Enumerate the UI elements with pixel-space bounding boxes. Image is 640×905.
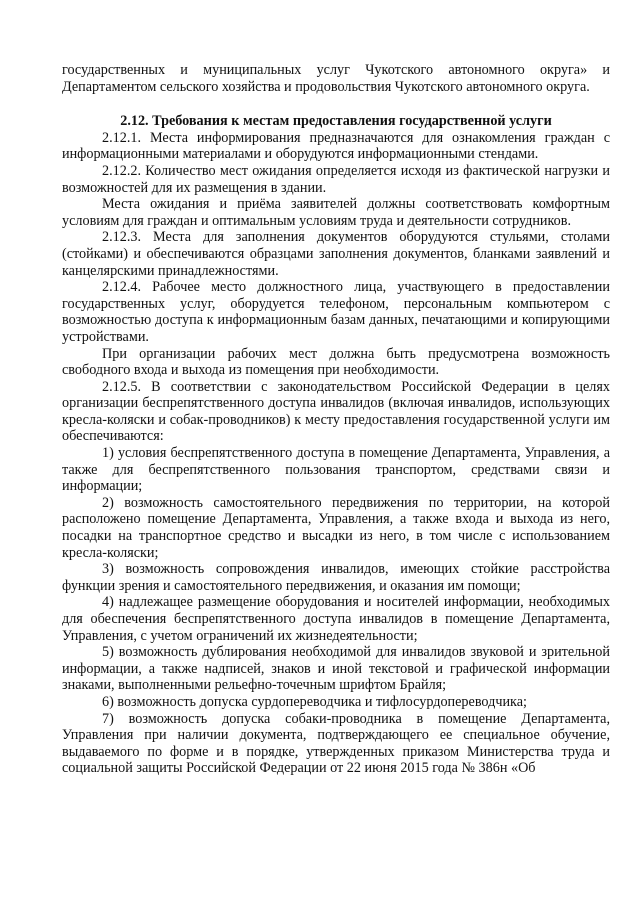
list-item-3: 3) возможность сопровождения инвалидов, имеющих стойкие расстройства функции зрения и самостоятельного передвижения, и оказания им помощи; xyxy=(62,561,610,594)
list-item-2: 2) возможность самостоятельного передвижения по территории, на которой расположено помещение Департамента, Управления, а также входа и выхода из него, посадки на транспортное средство и высадки из него, в том числе с использованием кресла-коляски; xyxy=(62,494,610,561)
paragraph-2-12-1: 2.12.1. Места информирования предназначаются для ознакомления граждан с информационными материалами и оборудуются информационными стендами. xyxy=(62,129,610,163)
list-item-4: 4) надлежащее размещение оборудования и носителей информации, необходимых для обеспечения беспрепятственного доступа инвалидов в помещение Департамента, Управления, с учетом ограничений их жизнедеятельности; xyxy=(62,594,610,644)
continuation-paragraph: государственных и муниципальных услуг Чукотского автономного округа» и Департаментом сельского хозяйства и продовольствия Чукотского автономного округа. xyxy=(62,62,610,95)
list-item-7: 7) возможность допуска собаки-проводника в помещение Департамента, Управления при наличии документа, подтверждающего ее специальное обучение, выдаваемого по форме и в порядке, утвержденных приказом Министерства труда и социальной защиты Российской Федерации от 22 июня 2015 года № 386н «Об xyxy=(62,710,610,777)
paragraph-2-12-4: 2.12.4. Рабочее место должностного лица, участвующего в предоставлении государственных услуг, оборудуется телефоном, персональным компьютером с возможностью доступа к информационным базам данных, печатающими и копирующими устройствами. xyxy=(62,279,610,345)
paragraph-2-12-3: 2.12.3. Места для заполнения документов оборудуются стульями, столами (стойками) и обеспечиваются образцами заполнения документов, бланками заявлений и канцелярскими принадлежностями. xyxy=(62,229,610,279)
list-item-1: 1) условия беспрепятственного доступа в помещение Департамента, Управления, а также для беспрепятственного пользования транспортом, средствами связи и информации; xyxy=(62,445,610,495)
document-page xyxy=(62,62,610,777)
section-heading: 2.12. Требования к местам предоставления государственной услуги xyxy=(120,113,552,130)
paragraph-waiting-places: Места ожидания и приёма заявителей должны соответствовать комфортным условиям для граждан и оптимальным условиям труда и деятельности сотрудников. xyxy=(62,196,610,229)
list-item-5: 5) возможность дублирования необходимой для инвалидов звуковой и зрительной информации, а также надписей, знаков и иной текстовой и графической информации знаками, выполненными рельефно-точечным шрифтом Брайля; xyxy=(62,644,610,694)
paragraph-2-12-2: 2.12.2. Количество мест ожидания определяется исходя из фактической нагрузки и возможностей для их размещения в здании. xyxy=(62,162,610,196)
paragraph-2-12-5: 2.12.5. В соответствии с законодательством Российской Федерации в целях организации беспрепятственного доступа инвалидов (включая инвалидов, использующих кресла-коляски и собак-проводников) к месту предоставления государственной услуги им обеспечиваются: xyxy=(62,378,610,445)
list-item-6: 6) возможность допуска сурдопереводчика и тифлосурдопереводчика; xyxy=(102,693,527,710)
paragraph-workplace-exit: При организации рабочих мест должна быть предусмотрена возможность свободного входа и выхода из помещения при необходимости. xyxy=(62,345,610,379)
